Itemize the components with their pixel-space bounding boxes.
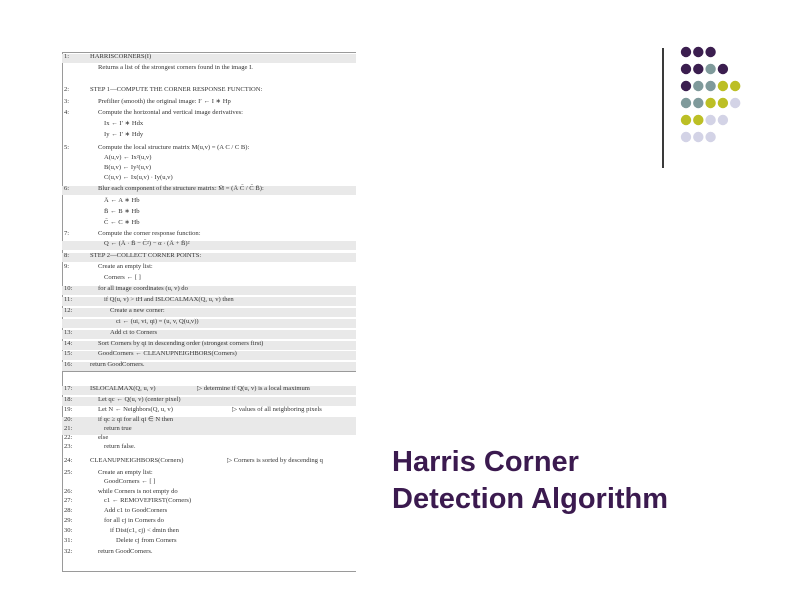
line-text: HARRISCORNERS(I) <box>90 53 152 60</box>
line-text: Add c1 to GoodCorners <box>104 507 168 514</box>
line-text: Create a new corner: <box>110 307 165 314</box>
line-text: if qc ≥ qi for all qi ∈ N then <box>98 416 174 423</box>
algorithm-line <box>62 297 356 306</box>
decorative-dot <box>693 115 703 125</box>
decorative-dot <box>705 132 715 142</box>
divider-bottom <box>62 571 356 572</box>
line-text: Returns a list of the strongest corners found in the image I. <box>98 64 253 71</box>
line-text: if Q(u, v) > tH and ISLOCALMAX(Q, u, v) then <box>104 296 234 303</box>
decorative-dot <box>718 64 728 74</box>
line-text: return GoodCorners. <box>90 361 145 368</box>
line-number: 1: <box>64 53 70 60</box>
divider-mid <box>62 371 356 372</box>
line-text: else <box>98 434 109 441</box>
line-text: Create an empty list: <box>98 263 153 270</box>
line-text: return false. <box>104 443 136 450</box>
algorithm-line <box>62 444 356 453</box>
line-text: Add ci to Corners <box>110 329 158 336</box>
line-number: 8: <box>64 252 70 259</box>
line-number: 32: <box>64 548 73 555</box>
algorithm-line <box>62 362 356 371</box>
line-number: 26: <box>64 488 73 495</box>
algorithm-line <box>62 186 356 195</box>
algorithm-line <box>62 264 356 273</box>
algorithm-line <box>62 498 356 507</box>
line-number: 4: <box>64 109 70 116</box>
decorative-dot <box>681 115 691 125</box>
line-number: 30: <box>64 527 73 534</box>
algorithm-line <box>62 397 356 406</box>
algorithm-line <box>62 528 356 537</box>
decorative-dot <box>705 81 715 91</box>
line-text: Prefilter (smooth) the original image: I′ ← I ∗ Hp <box>98 98 231 105</box>
line-text: Iy ← I′ ∗ Hdy <box>104 131 144 138</box>
line-text: Ā ← A ∗ Hb <box>104 197 140 204</box>
decorative-dot <box>681 64 691 74</box>
line-text: B̄ ← B ∗ Hb <box>104 208 140 215</box>
line-text: C(u,v) ← Ix(u,v) · Iy(u,v) <box>104 174 173 181</box>
decorative-dot <box>705 47 715 57</box>
line-text: Compute the corner response function: <box>98 230 201 237</box>
decorative-dot <box>718 81 728 91</box>
line-text: Sort Corners by qi in descending order (strongest corners first) <box>98 340 264 347</box>
algorithm-line <box>62 286 356 295</box>
line-number: 6: <box>64 185 70 192</box>
decorative-dot <box>693 47 703 57</box>
line-comment: ▷ determine if Q(u, v) is a local maximum <box>197 385 310 392</box>
line-number: 10: <box>64 285 73 292</box>
algorithm-line <box>62 132 356 141</box>
line-text: Blur each component of the structure matrix: M̄ = (Ā C̄ / C̄ B̄): <box>98 185 264 192</box>
slide-title-line-1: Harris Corner <box>392 446 579 478</box>
line-text: B(u,v) ← Iy²(u,v) <box>104 164 152 171</box>
line-text: Let N ← Neighbors(Q, u, v) <box>98 406 173 413</box>
line-text: Let qc ← Q(u, v) (center pixel) <box>98 396 181 403</box>
algorithm-line <box>62 175 356 184</box>
line-text: GoodCorners ← [ ] <box>104 478 156 485</box>
algorithm-line <box>62 110 356 119</box>
algorithm-line <box>62 549 356 558</box>
line-text: Q ← (Ā · B̄ − C̄²) − α · (Ā + B̄)² <box>104 240 190 247</box>
line-text: C̄ ← C ∗ Hb <box>104 219 140 226</box>
line-number: 27: <box>64 497 73 504</box>
algorithm-line <box>62 479 356 488</box>
line-number: 2: <box>64 86 70 93</box>
line-text: return true <box>104 425 132 432</box>
decorative-dot <box>693 98 703 108</box>
algorithm-line <box>62 275 356 284</box>
algorithm-line <box>62 508 356 517</box>
line-text: STEP 2—COLLECT CORNER POINTS: <box>90 252 202 259</box>
algorithm-line <box>62 65 356 74</box>
line-number: 3: <box>64 98 70 105</box>
line-number: 15: <box>64 350 73 357</box>
line-number: 9: <box>64 263 70 270</box>
line-number: 17: <box>64 385 73 392</box>
line-number: 28: <box>64 507 73 514</box>
line-comment: ▷ Corners is sorted by descending q <box>227 457 323 464</box>
decorative-dot <box>681 98 691 108</box>
algorithm-line <box>62 220 356 229</box>
decorative-dot <box>693 64 703 74</box>
algorithm-line <box>62 145 356 154</box>
decorative-dot <box>718 115 728 125</box>
algorithm-line <box>62 538 356 547</box>
line-text: Compute the local structure matrix M(u,v) = (A C / C B): <box>98 144 250 151</box>
algorithm-line <box>62 518 356 527</box>
decorative-dot <box>730 98 740 108</box>
decorative-dot <box>705 98 715 108</box>
line-text: A(u,v) ← Ix²(u,v) <box>104 154 152 161</box>
algorithm-line <box>62 165 356 174</box>
algorithm-line <box>62 407 356 416</box>
line-number: 13: <box>64 329 73 336</box>
line-number: 22: <box>64 434 73 441</box>
line-text: GoodCorners ← CLEANUPNEIGHBORS(Corners) <box>98 350 237 357</box>
algorithm-line <box>62 351 356 360</box>
line-number: 12: <box>64 307 73 314</box>
decorative-dot <box>681 81 691 91</box>
line-number: 11: <box>64 296 73 303</box>
algorithm-line <box>62 319 356 328</box>
slide-title-line-2: Detection Algorithm <box>392 483 669 515</box>
algorithm-line <box>62 198 356 207</box>
line-number: 23: <box>64 443 73 450</box>
algorithm-line <box>62 330 356 339</box>
decorative-dot <box>681 132 691 142</box>
algorithm-line <box>62 308 356 317</box>
line-number: 7: <box>64 230 70 237</box>
line-text: Create an empty list: <box>98 469 153 476</box>
algorithm-listing <box>62 46 356 572</box>
vertical-accent-line <box>662 48 664 168</box>
algorithm-line <box>62 121 356 130</box>
line-text: ISLOCALMAX(Q, u, v) <box>90 385 156 392</box>
algorithm-line <box>62 87 356 96</box>
algorithm-line <box>62 241 356 250</box>
line-number: 18: <box>64 396 73 403</box>
line-text: for all image coordinates (u, v) do <box>98 285 188 292</box>
decorative-dot <box>705 64 715 74</box>
algorithm-line <box>62 54 356 63</box>
decorative-dot <box>705 115 715 125</box>
algorithm-line <box>62 155 356 164</box>
algorithm-line <box>62 386 356 395</box>
line-text: Corners ← [ ] <box>104 274 141 281</box>
line-number: 31: <box>64 537 73 544</box>
line-text: Compute the horizontal and vertical image derivatives: <box>98 109 244 116</box>
line-number: 16: <box>64 361 73 368</box>
line-text: return GoodCorners. <box>98 548 153 555</box>
decorative-dot <box>730 81 740 91</box>
line-text: Ix ← I′ ∗ Hdx <box>104 120 144 127</box>
line-text: ci ← (ui, vi, qi) = (u, v, Q(u,v)) <box>116 318 199 325</box>
line-number: 29: <box>64 517 73 524</box>
line-text: if Dist(c1, cj) < dmin then <box>110 527 179 534</box>
line-text: CLEANUPNEIGHBORS(Corners) <box>90 457 184 464</box>
line-number: 20: <box>64 416 73 423</box>
algorithm-line <box>62 99 356 108</box>
slide-title <box>392 444 732 518</box>
line-number: 24: <box>64 457 73 464</box>
algorithm-line <box>62 341 356 350</box>
line-text: while Corners is not empty do <box>98 488 178 495</box>
line-text: c1 ← REMOVEFIRST(Corners) <box>104 497 192 504</box>
algorithm-line <box>62 253 356 262</box>
line-number: 19: <box>64 406 73 413</box>
algorithm-line <box>62 231 356 240</box>
line-number: 25: <box>64 469 73 476</box>
decorative-dot <box>693 81 703 91</box>
line-number: 5: <box>64 144 70 151</box>
line-text: STEP 1—COMPUTE THE CORNER RESPONSE FUNCTION: <box>90 86 263 93</box>
decorative-dot <box>681 47 691 57</box>
algorithm-line <box>62 209 356 218</box>
line-text: for all cj in Corners do <box>104 517 164 524</box>
line-comment: ▷ values of all neighboring pixels <box>232 406 322 413</box>
line-text: Delete cj from Corners <box>116 537 177 544</box>
line-number: 21: <box>64 425 73 432</box>
decorative-dot <box>693 132 703 142</box>
decorative-dot <box>718 98 728 108</box>
algorithm-line <box>62 458 356 467</box>
line-number: 14: <box>64 340 73 347</box>
